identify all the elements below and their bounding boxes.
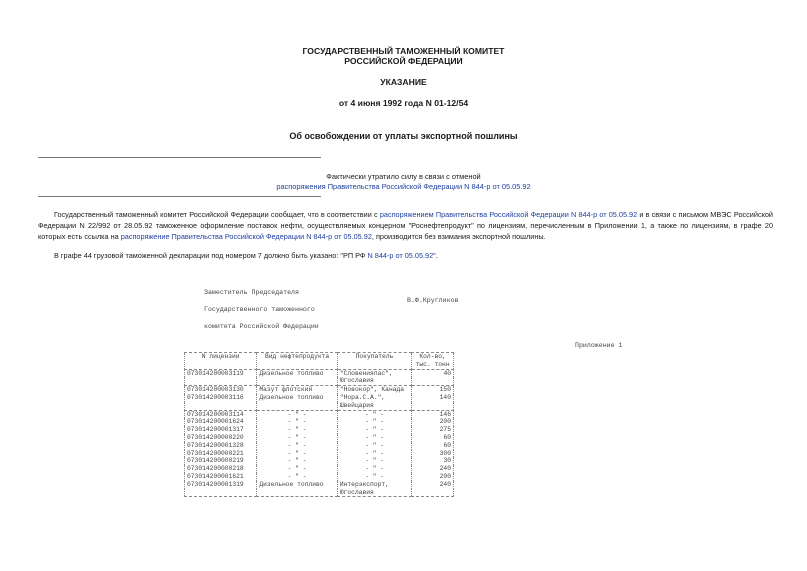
license-number-cell: 073014200003116 [185, 394, 257, 402]
product-cell: Дизельное топливо [257, 394, 337, 402]
buyer-cell: Югославия [337, 377, 411, 385]
quantity-cell: 240 [412, 481, 454, 489]
appendix-label: Приложение 1 [575, 342, 623, 349]
buyer-cell: - " - [337, 434, 411, 442]
quantity-cell: 60 [412, 434, 454, 442]
quantity-cell: 146 [412, 410, 454, 418]
quantity-cell: 60 [412, 442, 454, 450]
license-number-cell: 073014200001621 [185, 473, 257, 481]
product-cell [257, 402, 337, 410]
buyer-cell: - " - [337, 442, 411, 450]
quantity-cell: 30 [412, 457, 454, 465]
license-number-cell [185, 402, 257, 410]
quantity-cell [412, 402, 454, 410]
quantity-cell [412, 489, 454, 497]
quantity-cell: 200 [412, 418, 454, 426]
paragraph-1 [38, 209, 773, 242]
license-number-cell [185, 377, 257, 385]
quantity-cell: 40 [412, 369, 454, 377]
quantity-cell: 150 [412, 386, 454, 394]
buyer-cell: "Словенияпас", [337, 369, 411, 377]
product-cell: - " - [257, 410, 337, 418]
buyer-cell: Швейцария [337, 402, 411, 410]
product-cell: - " - [257, 473, 337, 481]
license-number-cell: 073014200001624 [185, 418, 257, 426]
quantity-cell: 300 [412, 450, 454, 458]
table-row [185, 473, 454, 481]
decree-link-1[interactable]: распоряжением Правительства Российской Федерации N 844-р от 05.05.92 [379, 210, 638, 219]
license-number-cell: 073014200000220 [185, 434, 257, 442]
paragraph-2-text-a: В графе 44 грузовой таможенной декларации под номером 7 должно быть указано: "РП РФ [54, 251, 368, 260]
doc-type: УКАЗАНИЕ [380, 77, 427, 87]
product-cell: - " - [257, 465, 337, 473]
product-cell: - " - [257, 418, 337, 426]
license-number-cell [185, 489, 257, 497]
buyer-cell: "Нора.С.А.", [337, 394, 411, 402]
table-row [185, 386, 454, 394]
product-cell: - " - [257, 450, 337, 458]
license-number-cell: 073014200003114 [185, 410, 257, 418]
license-number-cell: 073014200003130 [185, 386, 257, 394]
license-number-cell: 073014200000221 [185, 450, 257, 458]
table-row [185, 442, 454, 450]
paragraph-2 [38, 250, 773, 261]
license-number-cell: 073014200000219 [185, 457, 257, 465]
buyer-cell: "Новокор", Канада [337, 386, 411, 394]
product-cell [257, 489, 337, 497]
doc-title: Об освобождении от уплаты экспортной пошлины [289, 131, 518, 141]
product-cell: - " - [257, 434, 337, 442]
license-number-cell: 073014200001319 [185, 481, 257, 489]
paragraph-1-text-a: Государственный таможенный комитет Российской Федерации сообщает, что в соответствии с [54, 210, 380, 219]
paragraph-1-text-b: и в связи с письмом МВЭС Российской Федерации N 22/992 от 28.05.92 таможенное оформление поставок нефти, осуществляемых концерном "Роснефтепродукт" по лицензиям, перечисленным в Приложении 1, а также по лицензиям, в графе 20 которых есть ссылка на [38, 210, 774, 241]
column-header-buyer: Покупатель [337, 353, 411, 370]
license-table [184, 352, 454, 497]
table-row [185, 457, 454, 465]
license-number-cell: 073014200001328 [185, 442, 257, 450]
license-number-cell: 073014200000218 [185, 465, 257, 473]
product-cell [257, 377, 337, 385]
quantity-cell: 140 [412, 394, 454, 402]
product-cell: - " - [257, 442, 337, 450]
decree-link-2[interactable]: распоряжение Правительства Российской Федерации N 844-р от 05.05.92 [120, 232, 372, 241]
buyer-cell: - " - [337, 410, 411, 418]
org-name-line1: ГОСУДАРСТВЕННЫЙ ТАМОЖЕННЫЙ КОМИТЕТ [302, 46, 505, 56]
table-row [185, 402, 454, 410]
buyer-cell: Югославия [337, 489, 411, 497]
table-row [185, 377, 454, 385]
product-cell: Дизельное топливо [257, 369, 337, 377]
license-number-cell: 073014200003119 [185, 369, 257, 377]
buyer-cell: - " - [337, 450, 411, 458]
table-row [185, 481, 454, 489]
buyer-cell: - " - [337, 418, 411, 426]
decree-link-3[interactable]: N 844-р от 05.05.92 [367, 251, 434, 260]
table-row [185, 369, 454, 377]
table-row [185, 450, 454, 458]
buyer-cell: - " - [337, 457, 411, 465]
table-row [185, 434, 454, 442]
product-cell: - " - [257, 457, 337, 465]
divider-top [38, 157, 321, 158]
product-cell: Мазут флотский [257, 386, 337, 394]
table-row [185, 489, 454, 497]
table-row [185, 394, 454, 402]
paragraph-1-text-c: , производится без взимания экспортной пошлины. [371, 232, 546, 241]
doc-date: от 4 июня 1992 года N 01-12/54 [338, 98, 469, 108]
product-cell: Дизельное топливо [257, 481, 337, 489]
buyer-cell: Интерэкспорт, [337, 481, 411, 489]
table-row [185, 418, 454, 426]
column-header-product: Вид нефтепродукта [257, 353, 337, 370]
signature-line2: Государственного таможенного [204, 305, 315, 313]
license-number-cell: 073014200001317 [185, 426, 257, 434]
buyer-cell: - " - [337, 465, 411, 473]
buyer-cell: - " - [337, 426, 411, 434]
paragraph-2-text-b: ". [433, 251, 438, 260]
signature-line3: комитета Российской Федерации [204, 322, 319, 330]
quantity-cell [412, 377, 454, 385]
divider-bottom [38, 196, 321, 197]
signature-block [204, 280, 319, 340]
signature-line1: Заместитель Председателя [204, 288, 299, 296]
signatory-name: В.Ф.Кругликов [407, 297, 459, 304]
table-row [185, 410, 454, 418]
table-row [185, 426, 454, 434]
quantity-cell: 240 [412, 465, 454, 473]
status-link[interactable]: распоряжения Правительства Российской Федерации N 844-р от 05.05.92 [276, 182, 531, 191]
column-header-license: N лицензии [185, 353, 257, 370]
quantity-cell: 200 [412, 473, 454, 481]
buyer-cell: - " - [337, 473, 411, 481]
org-name-line2: РОССИЙСКОЙ ФЕДЕРАЦИИ [344, 56, 463, 66]
status-note: Фактически утратило силу в связи с отменой [326, 172, 481, 181]
table-row [185, 465, 454, 473]
column-header-quantity: Кол-во, тыс. тонн [412, 353, 454, 370]
quantity-cell: 275 [412, 426, 454, 434]
product-cell: - " - [257, 426, 337, 434]
